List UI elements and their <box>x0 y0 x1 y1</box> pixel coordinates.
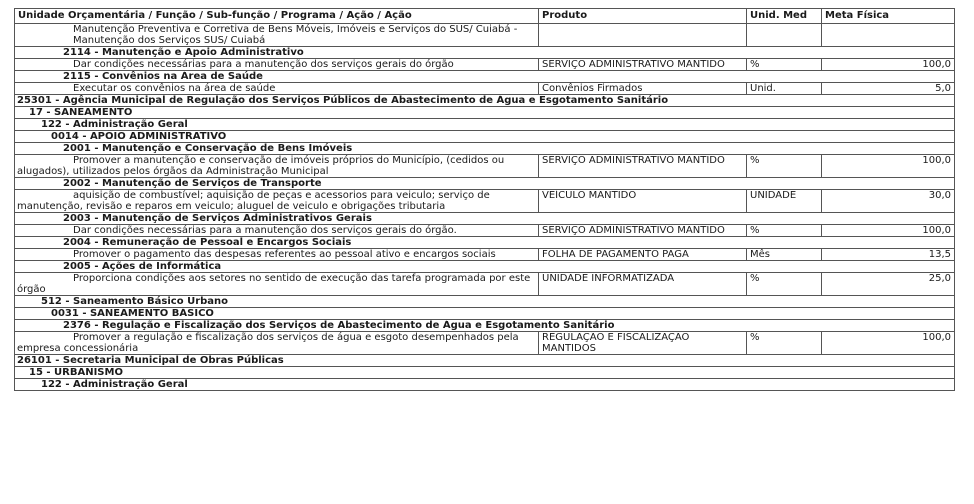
row-meta: 100,0 <box>822 225 955 237</box>
program-title: 0014 - APOIO ADMINISTRATIVO <box>15 131 955 143</box>
unit-title: 25301 - Agência Municipal de Regulação dos Serviços Públicos de Abastecimento de Água e Esgotamento Sanitário <box>15 95 955 107</box>
table-row <box>15 119 955 131</box>
row-description: Proporciona condições aos setores no sentido de execução das tarefa programada por este órgão <box>15 273 539 296</box>
table-row <box>15 332 955 355</box>
table-row <box>15 213 955 225</box>
table-row <box>15 107 955 119</box>
table-row <box>15 367 955 379</box>
row-produto: VEÍCULO MANTIDO <box>539 190 747 213</box>
table-row <box>15 273 955 296</box>
table-row <box>15 95 955 107</box>
action-title: 2115 - Convênios na Área de Saúde <box>15 71 955 83</box>
header-unid-med: Unid. Med <box>747 9 822 24</box>
row-meta: 5,0 <box>822 83 955 95</box>
table-row <box>15 59 955 71</box>
function-title: 17 - SANEAMENTO <box>15 107 955 119</box>
budget-table-sheet <box>14 8 954 391</box>
row-produto: UNIDADE INFORMATIZADA <box>539 273 747 296</box>
row-unid: UNIDADE <box>747 190 822 213</box>
row-meta: 100,0 <box>822 155 955 178</box>
row-unid: % <box>747 273 822 296</box>
table-row <box>15 320 955 332</box>
action-title: 2002 - Manutenção de Serviços de Transporte <box>15 178 955 190</box>
table-row <box>15 296 955 308</box>
row-unid <box>747 24 822 47</box>
row-description: Manutenção Preventiva e Corretiva de Bens Móveis, Imóveis e Serviços do SUS/ Cuiabá - Manutenção dos Serviços SUS/ Cuiabá <box>15 24 539 47</box>
row-description: Dar condições necessárias para a manutenção dos serviços gerais do órgão. <box>15 225 539 237</box>
unit-title: 26101 - Secretaria Municipal de Obras Públicas <box>15 355 955 367</box>
row-produto: Convênios Firmados <box>539 83 747 95</box>
action-title: 2376 - Regulação e Fiscalização dos Serviços de Abastecimento de Água e Esgotamento Sanitário <box>15 320 955 332</box>
row-meta: 30,0 <box>822 190 955 213</box>
header-produto: Produto <box>539 9 747 24</box>
row-produto: REGULAÇÃO E FISCALIZAÇÃO MANTIDOS <box>539 332 747 355</box>
header-meta-fisica: Meta Física <box>822 9 955 24</box>
row-unid: % <box>747 225 822 237</box>
action-title: 2004 - Remuneração de Pessoal e Encargos Sociais <box>15 237 955 249</box>
table-row <box>15 71 955 83</box>
table-row <box>15 237 955 249</box>
table-row <box>15 155 955 178</box>
row-description: Promover a manutenção e conservação de imóveis próprios do Município, (cedidos ou alugados), utilizados pelos órgãos da Administração Municipal <box>15 155 539 178</box>
row-description: Executar os convênios na área de saúde <box>15 83 539 95</box>
row-produto: SERVIÇO ADMINISTRATIVO MANTIDO <box>539 59 747 71</box>
table-row <box>15 131 955 143</box>
row-description: Dar condições necessárias para a manutenção dos serviços gerais do órgão <box>15 59 539 71</box>
budget-table <box>14 8 955 391</box>
row-description: Promover a regulação e fiscalização dos serviços de água e esgoto desempenhados pela empresa concessionária <box>15 332 539 355</box>
row-meta: 100,0 <box>822 59 955 71</box>
action-title: 2001 - Manutenção e Conservação de Bens Imóveis <box>15 143 955 155</box>
row-produto: SERVIÇO ADMINISTRATIVO MANTIDO <box>539 225 747 237</box>
program-title: 0031 - SANEAMENTO BÁSICO <box>15 308 955 320</box>
table-row <box>15 47 955 59</box>
table-row <box>15 249 955 261</box>
row-meta: 13,5 <box>822 249 955 261</box>
row-meta <box>822 24 955 47</box>
action-title: 2005 - Ações de Informática <box>15 261 955 273</box>
row-meta: 25,0 <box>822 273 955 296</box>
function-title: 15 - URBANISMO <box>15 367 955 379</box>
subfunction-title: 122 - Administração Geral <box>15 119 955 131</box>
subfunction-title: 512 - Saneamento Básico Urbano <box>15 296 955 308</box>
row-description: aquisição de combustível; aquisição de peças e acessorios para veiculo; serviço de manutenção, revisão e reparos em veiculo; aluguel de veiculo e obrigações tributaria <box>15 190 539 213</box>
row-unid: % <box>747 155 822 178</box>
row-produto: FOLHA DE PAGAMENTO PAGA <box>539 249 747 261</box>
table-row <box>15 83 955 95</box>
table-row <box>15 308 955 320</box>
table-row <box>15 24 955 47</box>
row-unid: Unid. <box>747 83 822 95</box>
header-unidade: Unidade Orçamentária / Função / Sub-função / Programa / Ação / Ação <box>15 9 539 24</box>
table-header-row <box>15 9 955 24</box>
row-meta: 100,0 <box>822 332 955 355</box>
table-row <box>15 225 955 237</box>
table-row <box>15 190 955 213</box>
row-produto: SERVIÇO ADMINISTRATIVO MANTIDO <box>539 155 747 178</box>
table-row <box>15 178 955 190</box>
subfunction-title: 122 - Administração Geral <box>15 379 955 391</box>
row-unid: % <box>747 332 822 355</box>
row-unid: Mês <box>747 249 822 261</box>
row-unid: % <box>747 59 822 71</box>
table-row <box>15 379 955 391</box>
action-title: 2114 - Manutenção e Apoio Administrativo <box>15 47 955 59</box>
table-row <box>15 143 955 155</box>
table-row <box>15 355 955 367</box>
row-produto <box>539 24 747 47</box>
table-row <box>15 261 955 273</box>
action-title: 2003 - Manutenção de Serviços Administrativos Gerais <box>15 213 955 225</box>
row-description: Promover o pagamento das despesas referentes ao pessoal ativo e encargos sociais <box>15 249 539 261</box>
